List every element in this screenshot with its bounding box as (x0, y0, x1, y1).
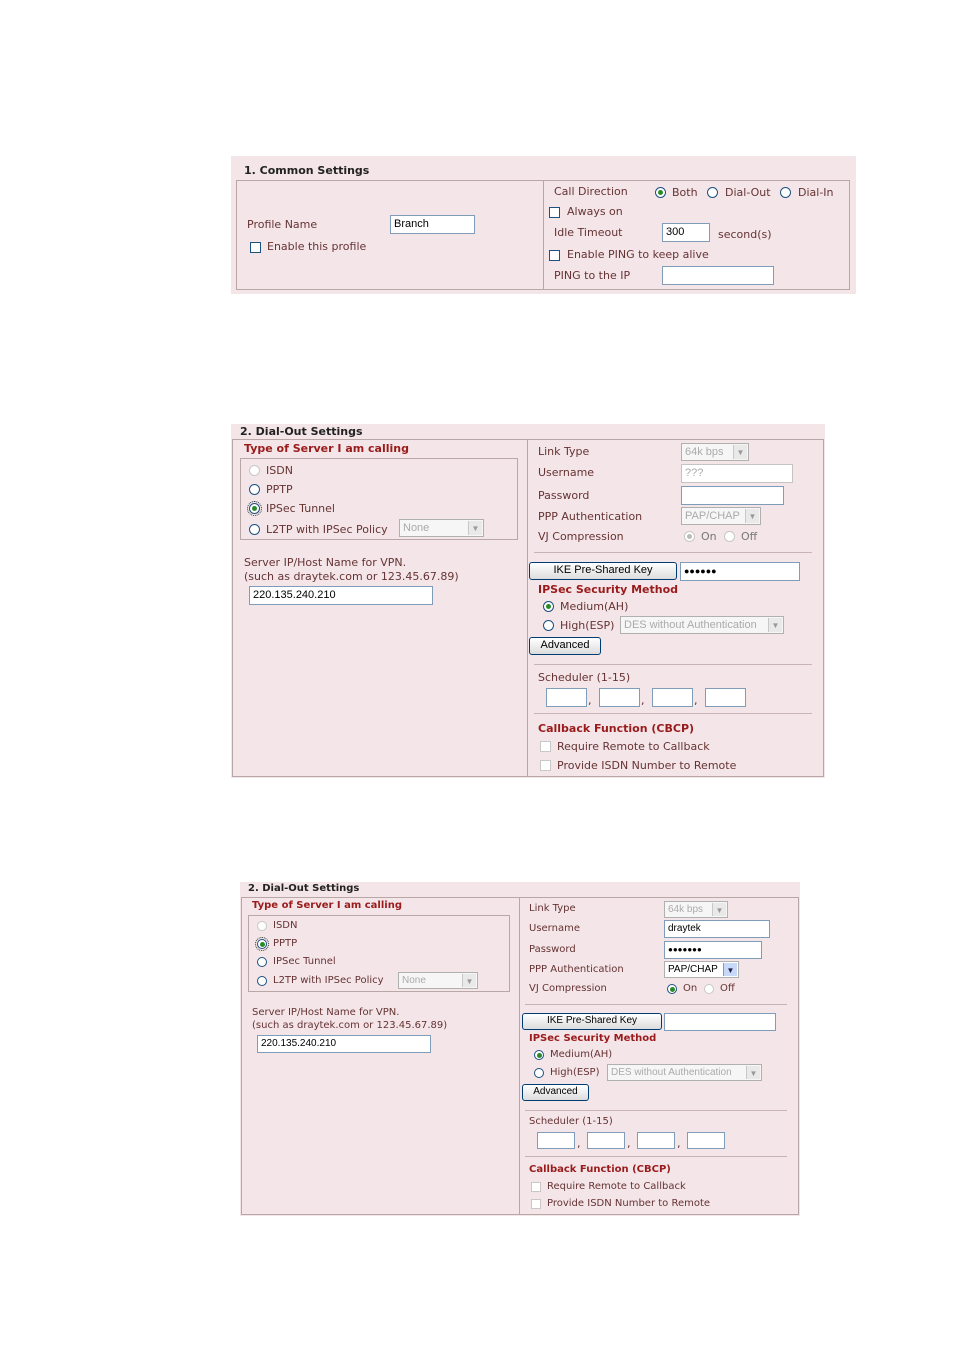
l2tp-policy-select[interactable] (399, 519, 484, 537)
require-callback-label: Require Remote to Callback (547, 1181, 686, 1192)
provide-isdn-label: Provide ISDN Number to Remote (557, 759, 737, 772)
divider (525, 1156, 787, 1157)
scheduler-input-2[interactable] (599, 688, 640, 707)
ipsec-method-header: IPSec Security Method (538, 583, 679, 596)
enable-profile-checkbox[interactable] (250, 242, 261, 253)
require-callback-checkbox[interactable] (540, 741, 551, 752)
ipsec-high-value: DES without Authentication (624, 619, 757, 631)
scheduler-input-3[interactable] (637, 1132, 675, 1149)
provide-isdn-checkbox[interactable] (531, 1199, 541, 1209)
ike-preshared-key-input[interactable]: ●●●●●● (680, 562, 800, 581)
server-ip-label-line1: Server IP/Host Name for VPN. (252, 1007, 400, 1018)
username-label: Username (529, 923, 580, 934)
vj-on-label: On (701, 530, 717, 543)
vj-on-radio[interactable] (667, 984, 677, 994)
ping-ip-input[interactable] (662, 266, 774, 285)
scheduler-label: Scheduler (1-15) (529, 1116, 613, 1127)
password-label: Password (529, 944, 576, 955)
enable-ping-label: Enable PING to keep alive (567, 248, 709, 261)
dialout-divider (527, 439, 528, 777)
server-type-pptp-label: PPTP (273, 938, 298, 949)
call-direction-label: Call Direction (554, 185, 628, 198)
divider (534, 713, 812, 714)
dialout-settings-panel-pptp (240, 882, 800, 1216)
call-direction-both-label: Both (672, 186, 698, 199)
call-direction-dialin-radio[interactable] (780, 187, 791, 198)
link-type-label: Link Type (529, 903, 576, 914)
ipsec-medium-radio[interactable] (534, 1050, 544, 1060)
ipsec-high-label: High(ESP) (560, 619, 615, 632)
server-type-pptp-radio[interactable] (257, 939, 267, 949)
scheduler-input-4[interactable] (705, 688, 746, 707)
ping-ip-label: PING to the IP (554, 269, 631, 282)
ipsec-medium-radio[interactable] (543, 601, 554, 612)
server-type-l2tp-radio[interactable] (257, 976, 267, 986)
idle-timeout-unit: second(s) (718, 228, 772, 241)
advanced-button[interactable]: Advanced (522, 1084, 589, 1101)
server-type-l2tp-label: L2TP with IPSec Policy (273, 975, 384, 986)
ipsec-medium-label: Medium(AH) (550, 1049, 613, 1060)
ipsec-high-radio[interactable] (543, 620, 554, 631)
common-settings-title: 1. Common Settings (244, 164, 370, 177)
provide-isdn-checkbox[interactable] (540, 760, 551, 771)
vj-compression-label: VJ Compression (529, 983, 607, 994)
always-on-label: Always on (567, 205, 623, 218)
enable-ping-checkbox[interactable] (549, 250, 560, 261)
server-type-ipsec-radio[interactable] (257, 957, 267, 967)
ppp-auth-value: PAP/CHAP (668, 964, 718, 975)
scheduler-input-2[interactable] (587, 1132, 625, 1149)
server-ip-input[interactable]: 220.135.240.210 (257, 1035, 431, 1053)
link-type-value: 64k bps (668, 904, 704, 915)
chevron-down-icon: ▼ (468, 521, 482, 535)
divider (534, 664, 812, 665)
vj-off-radio[interactable] (704, 984, 714, 994)
l2tp-policy-value: None (403, 522, 430, 534)
profile-name-input[interactable]: Branch (390, 215, 475, 234)
ike-preshared-key-button[interactable]: IKE Pre-Shared Key (529, 562, 677, 580)
enable-profile-label: Enable this profile (267, 240, 367, 253)
divider (534, 552, 812, 553)
scheduler-label: Scheduler (1-15) (538, 671, 631, 684)
link-type-label: Link Type (538, 445, 590, 458)
password-input[interactable]: ●●●●●●● (664, 941, 762, 959)
scheduler-input-1[interactable] (537, 1132, 575, 1149)
password-input[interactable] (681, 486, 784, 505)
ppp-auth-label: PPP Authentication (529, 964, 624, 975)
ppp-auth-value: PAP/CHAP (685, 510, 740, 522)
ipsec-method-header: IPSec Security Method (529, 1033, 657, 1044)
server-type-l2tp-label: L2TP with IPSec Policy (266, 523, 388, 536)
scheduler-input-1[interactable] (546, 688, 587, 707)
server-type-ipsec-label: IPSec Tunnel (266, 502, 335, 515)
l2tp-policy-select[interactable] (398, 972, 478, 989)
username-input[interactable]: ??? (681, 464, 793, 483)
scheduler-input-4[interactable] (687, 1132, 725, 1149)
server-type-l2tp-radio[interactable] (249, 524, 260, 535)
advanced-button[interactable]: Advanced (529, 637, 601, 655)
server-ip-input[interactable]: 220.135.240.210 (249, 586, 433, 605)
vj-on-label: On (683, 983, 698, 994)
chevron-down-icon: ▼ (712, 903, 726, 916)
callback-header: Callback Function (CBCP) (538, 722, 695, 735)
chevron-down-icon: ▼ (746, 1066, 760, 1079)
scheduler-separator: , (677, 1137, 681, 1150)
server-type-isdn-radio[interactable] (257, 921, 267, 931)
server-ip-label-line1: Server IP/Host Name for VPN. (244, 556, 407, 569)
ppp-auth-select[interactable] (664, 961, 739, 978)
link-type-select[interactable] (681, 443, 749, 461)
username-input[interactable]: draytek (664, 920, 770, 938)
chevron-down-icon: ▼ (745, 509, 759, 523)
chevron-down-icon: ▼ (733, 445, 747, 459)
call-direction-dialout-label: Dial-Out (725, 186, 771, 199)
server-type-isdn-label: ISDN (273, 920, 298, 931)
common-settings-panel (231, 156, 856, 294)
ipsec-high-select[interactable] (620, 616, 784, 634)
ipsec-high-select[interactable] (607, 1064, 762, 1081)
server-type-header: Type of Server I am calling (252, 900, 402, 911)
divider (525, 1110, 787, 1111)
server-type-isdn-radio[interactable] (249, 465, 260, 476)
server-ip-label-line2: (such as draytek.com or 123.45.67.89) (252, 1020, 448, 1031)
server-type-pptp-label: PPTP (266, 483, 293, 496)
dialout-divider (519, 897, 520, 1215)
always-on-checkbox[interactable] (549, 207, 560, 218)
provide-isdn-label: Provide ISDN Number to Remote (547, 1198, 711, 1209)
chevron-down-icon: ▼ (462, 974, 476, 987)
idle-timeout-input[interactable]: 300 (662, 223, 710, 242)
scheduler-separator: , (641, 694, 645, 707)
server-type-ipsec-label: IPSec Tunnel (273, 956, 336, 967)
vj-on-radio[interactable] (684, 531, 695, 542)
dialout-settings-title: 2. Dial-Out Settings (240, 425, 363, 438)
chevron-down-icon: ▼ (768, 618, 782, 632)
common-divider (543, 180, 544, 290)
link-type-select[interactable] (664, 901, 728, 918)
require-callback-checkbox[interactable] (531, 1182, 541, 1192)
vj-off-label: Off (741, 530, 758, 543)
scheduler-separator: , (694, 694, 698, 707)
require-callback-label: Require Remote to Callback (557, 740, 710, 753)
ipsec-high-value: DES without Authentication (611, 1067, 732, 1078)
vj-off-radio[interactable] (724, 531, 735, 542)
idle-timeout-label: Idle Timeout (554, 226, 623, 239)
password-label: Password (538, 489, 590, 502)
ppp-auth-label: PPP Authentication (538, 510, 643, 523)
divider (525, 1004, 787, 1005)
scheduler-separator: , (588, 694, 592, 707)
profile-name-label: Profile Name (247, 218, 318, 231)
server-ip-label-line2: (such as draytek.com or 123.45.67.89) (244, 570, 459, 583)
server-type-ipsec-radio[interactable] (249, 503, 260, 514)
call-direction-dialout-radio[interactable] (707, 187, 718, 198)
vj-compression-label: VJ Compression (538, 530, 624, 543)
call-direction-both-radio[interactable] (655, 187, 666, 198)
scheduler-separator: , (627, 1137, 631, 1150)
ipsec-high-radio[interactable] (534, 1068, 544, 1078)
ike-preshared-key-input[interactable] (664, 1013, 776, 1031)
ppp-auth-select[interactable] (681, 507, 761, 525)
link-type-value: 64k bps (685, 446, 724, 458)
scheduler-input-3[interactable] (652, 688, 693, 707)
username-label: Username (538, 466, 595, 479)
ipsec-medium-label: Medium(AH) (560, 600, 629, 613)
server-type-isdn-label: ISDN (266, 464, 293, 477)
server-type-pptp-radio[interactable] (249, 484, 260, 495)
call-direction-dialin-label: Dial-In (798, 186, 834, 199)
ipsec-high-label: High(ESP) (550, 1067, 600, 1078)
callback-header: Callback Function (CBCP) (529, 1164, 671, 1175)
vj-off-label: Off (720, 983, 735, 994)
dialout-settings-panel-ipsec (231, 424, 825, 778)
ike-preshared-key-button[interactable]: IKE Pre-Shared Key (522, 1013, 662, 1030)
l2tp-policy-value: None (402, 975, 426, 986)
chevron-down-icon: ▼ (723, 963, 737, 976)
dialout-settings-title: 2. Dial-Out Settings (248, 883, 360, 894)
server-type-header: Type of Server I am calling (244, 442, 409, 455)
scheduler-separator: , (577, 1137, 581, 1150)
